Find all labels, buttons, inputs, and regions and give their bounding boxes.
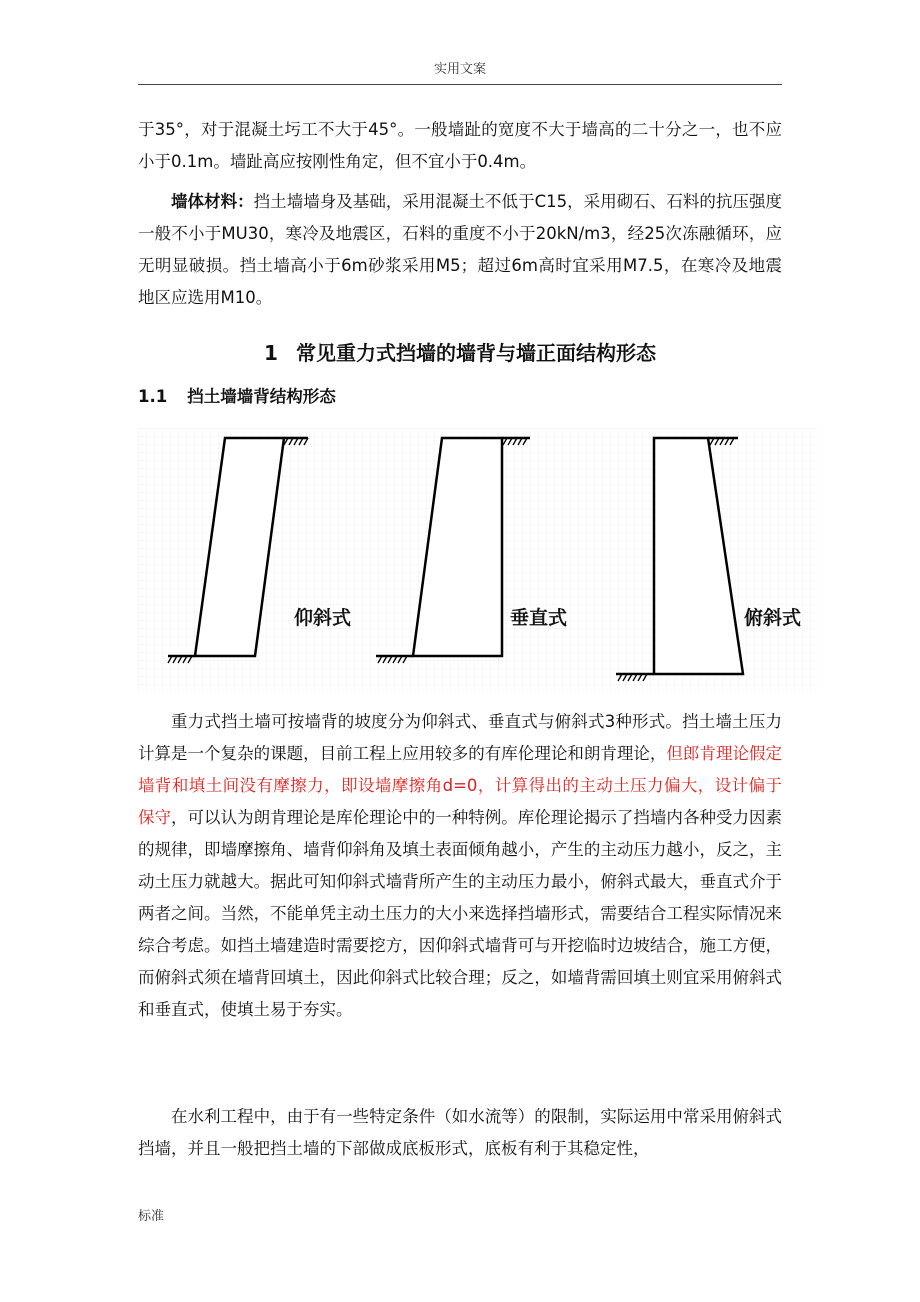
retaining-wall-figure xyxy=(138,428,818,692)
label-vertical: 垂直式 xyxy=(510,607,568,629)
page-footer-label: 标准 xyxy=(138,1209,165,1224)
subsection-number: 1.1 xyxy=(138,387,168,406)
rankine-assumption-highlight: 但郎肯理论假定墙背和填土间没有摩擦力，即设墙摩擦角d=0，计算得出的主动土压力偏大，设计偏于保守 xyxy=(138,744,783,827)
paragraph-wall-back-forms xyxy=(138,706,782,1026)
section-heading xyxy=(0,337,920,366)
subsection-title: 挡土墙墙背结构形态 xyxy=(187,387,336,406)
label-inclined: 仰斜式 xyxy=(294,607,352,629)
materials-text: 挡土墙墙身及基础，采用混凝土不低于C15，采用砌石、石料的抗压强度一般不小于MU30，寒冷及地震区，石料的重度不小于20kN/m3，经25次冻融循环，应无明显破损。挡土墙高小于6m砂浆采用M5；超过6m高时宜采用M7.5，在寒冷及地震地区应选用M10。 xyxy=(138,192,782,307)
label-declined: 俯斜式 xyxy=(744,607,802,629)
paragraph-toe-requirements: 于35°，对于混凝土圬工不大于45°。一般墙趾的宽度不大于墙高的二十分之一，也不应小于0.1m。墙趾高应按刚性角定，但不宜小于0.4m。 xyxy=(138,120,782,171)
section-title: 常见重力式挡墙的墙背与墙正面结构形态 xyxy=(295,341,656,365)
paragraph-wall-materials xyxy=(138,186,782,314)
subsection-heading xyxy=(138,383,336,407)
materials-label: 墙体材料： xyxy=(171,192,254,211)
earth-pressure-text-b: ，可以认为朗肯理论是库伦理论中的一种特例。库伦理论揭示了挡墙内各种受力因素的规律，即墙摩擦角、墙背仰斜角及填土表面倾角越小，产生的主动压力越小，反之，主动土压力就越大。据此可知仰斜式墙背所产生的主动压力最小，俯斜式最大，垂直式介于两者之间。当然，不能单凭主动土压力的大小来选择挡墙形式，需要结合工程实际情况来综合考虑。如挡土墙建造时需要挖方，因仰斜式墙背可与开挖临时边坡结合，施工方便，而俯斜式须在墙背回填土，因此仰斜式比较合理；反之，如墙背需回填土则宜采用俯斜式和垂直式，使填土易于夯实。 xyxy=(138,808,783,1019)
paragraph-water-conservancy: 在水利工程中，由于有一些特定条件（如水流等）的限制，实际运用中常采用俯斜式挡墙，并且一般把挡土墙的下部做成底板形式，底板有利于其稳定性， xyxy=(138,1107,782,1158)
header-divider xyxy=(138,84,782,85)
page-header-title: 实用文案 xyxy=(433,62,486,77)
section-number: 1 xyxy=(264,341,278,365)
earth-pressure-text-a: 重力式挡土墙可按墙背的坡度分为仰斜式、垂直式与俯斜式3种形式。挡土墙土压力计算是一个复杂的课题，目前工程上应用较多的有库伦理论和朗肯理论， xyxy=(138,712,782,763)
